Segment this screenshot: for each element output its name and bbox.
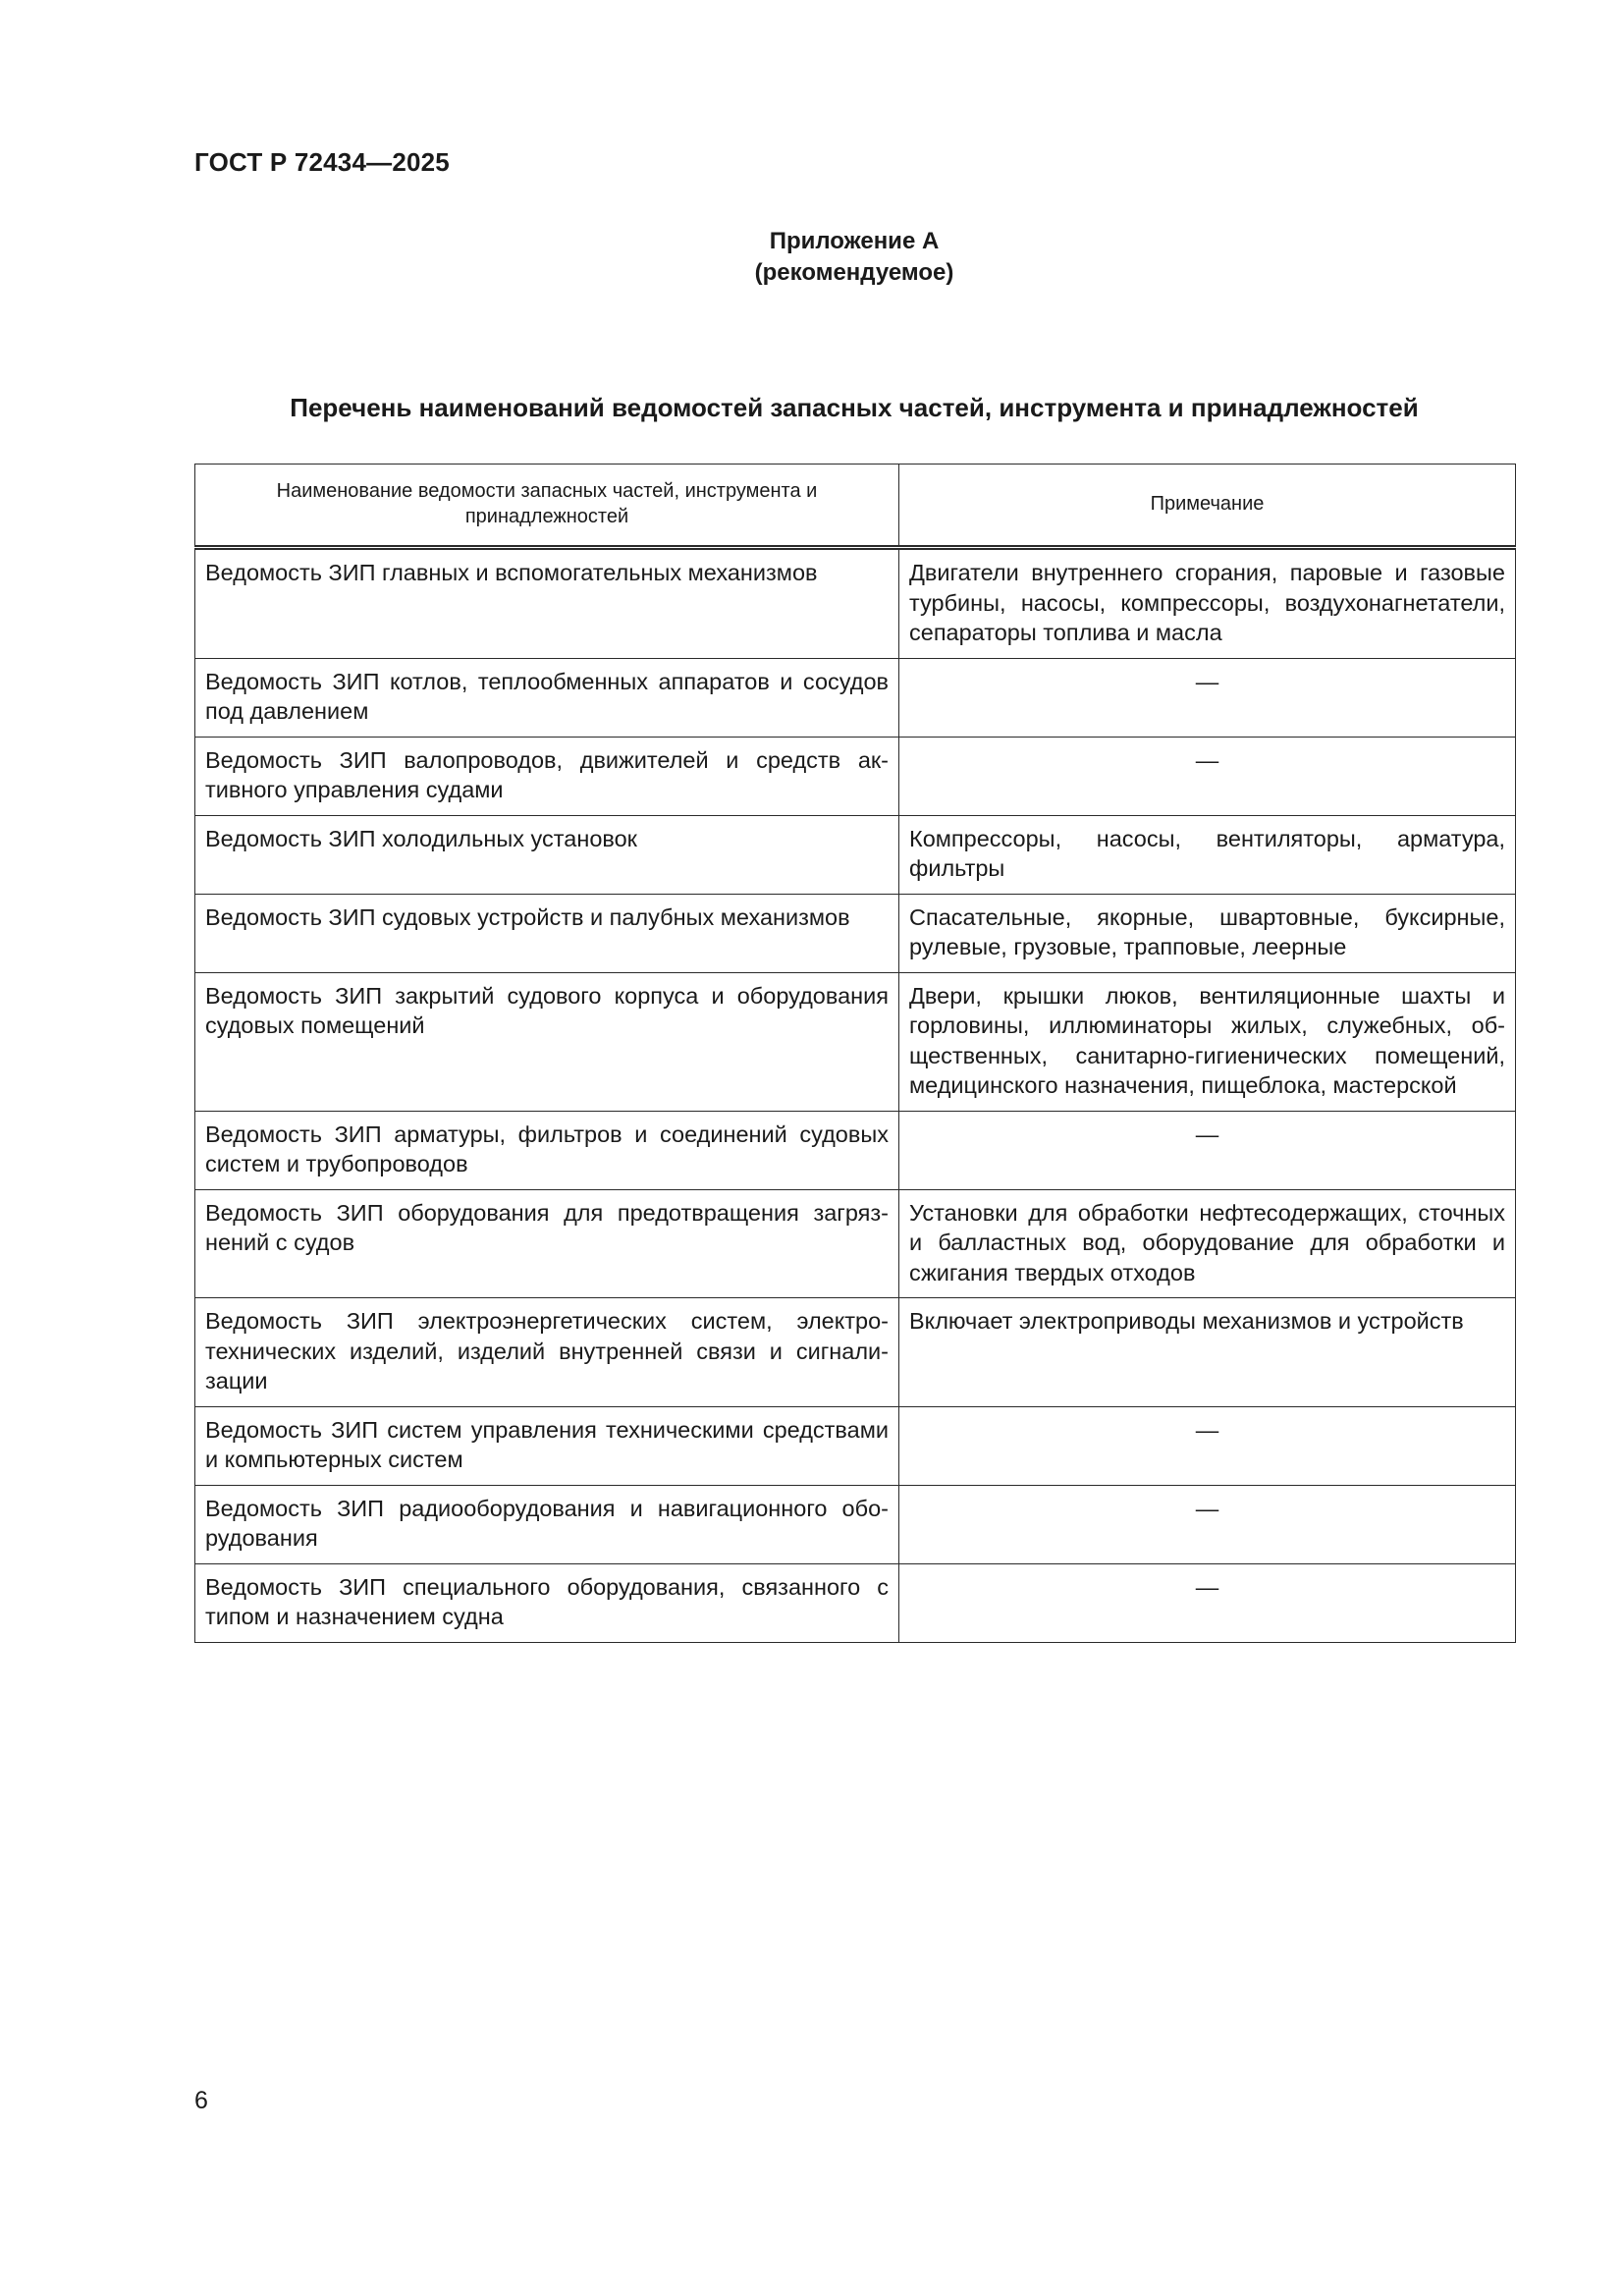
row-note: — (899, 658, 1516, 737)
row-note: Компрессоры, насосы, вентиляторы, арматура, фильтры (899, 815, 1516, 894)
annex-title: Приложение А (769, 228, 940, 254)
row-name: Ведомость ЗИП холодильных установок (195, 815, 899, 894)
header-note: Примечание (899, 465, 1516, 548)
row-note: — (899, 1111, 1516, 1189)
table-row (195, 1485, 1516, 1563)
row-note: — (899, 1485, 1516, 1563)
table-row (195, 894, 1516, 972)
table-row (195, 1111, 1516, 1189)
row-note: — (899, 1563, 1516, 1642)
row-name: Ведомость ЗИП арматуры, фильтров и соединений судовых систем и трубопроводов (195, 1111, 899, 1189)
table-row (195, 1563, 1516, 1642)
row-name: Ведомость ЗИП электроэнергетических систем, электротехнических изделий, изделий внутренней связи и сигнализации (195, 1298, 899, 1407)
table-header-row (195, 465, 1516, 548)
table-row (195, 1406, 1516, 1485)
row-name: Ведомость ЗИП закрытий судового корпуса и оборудования судовых помещений (195, 972, 899, 1111)
row-name: Ведомость ЗИП главных и вспомогательных механизмов (195, 548, 899, 659)
row-name: Ведомость ЗИП судовых устройств и палубных механизмов (195, 894, 899, 972)
annex-heading (0, 226, 1623, 289)
row-name: Ведомость ЗИП радиооборудования и навигационного оборудования (195, 1485, 899, 1563)
table-title: Перечень наименований ведомостей запасных частей, инструмента и принадлежностей (290, 393, 1419, 422)
row-note: Двери, крышки люков, вентиляционные шахты и горловины, иллюминаторы жилых, служебных, общественных, санитарно-гигиенических помещений, медицинского назначения, пищеблока, мастерской (899, 972, 1516, 1111)
page-number: 6 (194, 2087, 208, 2114)
row-name: Ведомость ЗИП систем управления техническими средствами и компьютерных систем (195, 1406, 899, 1485)
row-note: Включает электроприводы механизмов и устройств (899, 1298, 1516, 1407)
table-row (195, 815, 1516, 894)
row-note: — (899, 737, 1516, 815)
row-name: Ведомость ЗИП специального оборудования, связанного с типом и назначением судна (195, 1563, 899, 1642)
row-note: — (899, 1406, 1516, 1485)
header-name: Наименование ведомости запасных частей, инструмента и принадлежностей (195, 465, 899, 548)
annex-status: (рекомендуемое) (754, 259, 954, 286)
document-code: ГОСТ Р 72434—2025 (194, 147, 450, 177)
row-name: Ведомость ЗИП валопроводов, движителей и средств активного управления судами (195, 737, 899, 815)
row-name: Ведомость ЗИП оборудования для предотвращения загрязнений с судов (195, 1189, 899, 1298)
row-note: Двигатели внутреннего сгорания, паровые и газовые турбины, насосы, компрессоры, воздухонагнетатели, сепараторы топлива и масла (899, 548, 1516, 659)
row-note: Установки для обработки нефтесодержащих, сточных и балластных вод, оборудование для обработки и сжигания твердых отходов (899, 1189, 1516, 1298)
table-row (195, 1189, 1516, 1298)
table-row (195, 972, 1516, 1111)
row-name: Ведомость ЗИП котлов, теплообменных аппаратов и сосудов под давлением (195, 658, 899, 737)
spare-parts-list-table (194, 464, 1516, 1643)
row-note: Спасательные, якорные, швартовные, буксирные, рулевые, грузовые, трапповые, леерные (899, 894, 1516, 972)
table-row (195, 737, 1516, 815)
table-row (195, 548, 1516, 659)
table-row (195, 1298, 1516, 1407)
table-row (195, 658, 1516, 737)
